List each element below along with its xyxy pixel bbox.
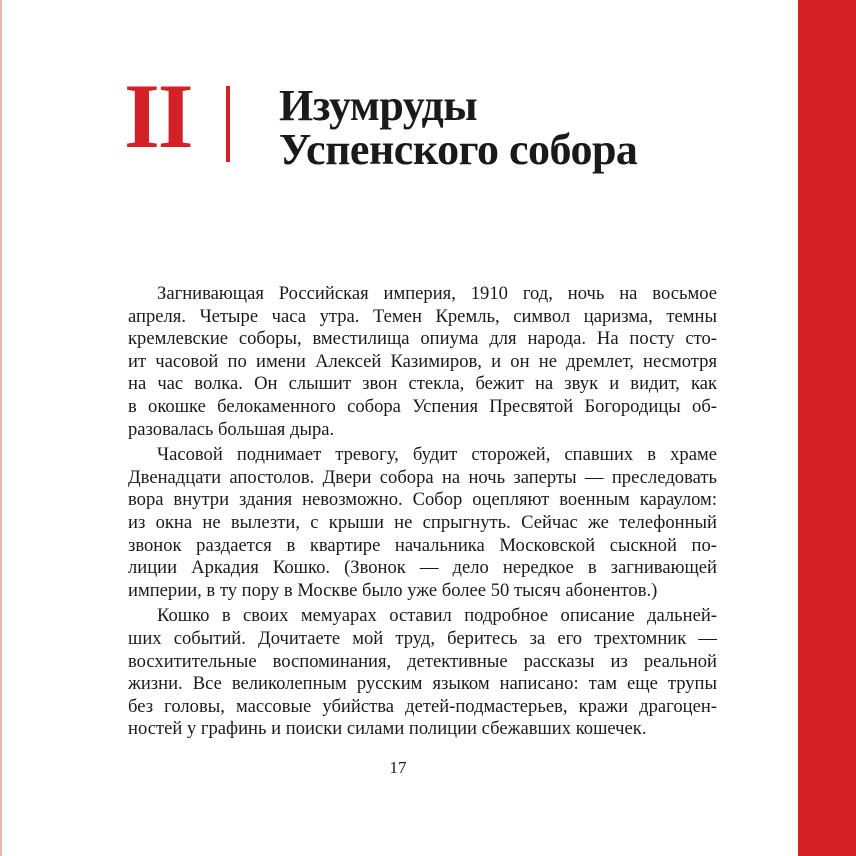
paragraph (128, 283, 717, 441)
paragraph (128, 444, 717, 602)
text-line: империи, в ту пору в Москве было уже более 50 тысяч абонентов.) (128, 579, 658, 601)
text-line: восхитительные воспоминания, детективные рассказы из реальной (128, 650, 717, 672)
text-line: ностей у графинь и поиски силами полиции сбежавших кошечек. (128, 718, 647, 740)
text-line: вора внутри здания невозможно. Собор оцепляют военным караулом: (128, 489, 717, 511)
chapter-number: II (124, 65, 192, 167)
body-text (128, 283, 717, 744)
page-number: 17 (389, 758, 407, 777)
chapter-title-line-2: Успенского собора (279, 125, 638, 174)
text-line: жизни. Все великолепным русским языком написано: там еще трупы (128, 673, 717, 695)
text-line: в окошке белокаменного собора Успения Пресвятой Богородицы об- (128, 395, 717, 417)
paragraph (128, 605, 717, 741)
chapter-title-line-1: Изумруды (279, 81, 478, 130)
text-line: ит часовой по имени Алексей Казимиров, и он не дремлет, несмотря (128, 350, 717, 372)
text-line: Загнивающая Российская империя, 1910 год, ночь на восьмое (157, 283, 717, 304)
text-line: на час волка. Он слышит звон стекла, бежит на звук и видит, как (128, 373, 717, 395)
text-line: Кошко в своих мемуарах оставил подробное описание дальней- (157, 605, 717, 627)
red-side-band (798, 0, 856, 856)
chapter-title (279, 81, 638, 174)
text-line: Часовой поднимает тревогу, будит сторожей, спавших в храме (157, 444, 717, 466)
text-line: апреля. Четыре часа утра. Темен Кремль, символ царизма, темны (128, 305, 717, 327)
page-left-edge (0, 0, 2, 856)
chapter-divider (226, 86, 230, 162)
text-line: разовалась большая дыра. (128, 418, 335, 440)
text-line: лиции Аркадия Кошко. (Звонок — дело нередкое в загнивающей (128, 557, 717, 579)
text-line: ших событий. Дочитаете мой труд, беритесь за его трехтомник — (128, 627, 717, 649)
text-line: звонок раздается в квартире начальника Московской сыскной по- (128, 534, 717, 556)
text-line: из окна не вылезти, с крыши не спрыгнуть. Сейчас же телефонный (128, 511, 717, 533)
text-line: кремлевские соборы, вместилища опиума для народа. На посту сто- (128, 328, 717, 350)
text-line: без головы, массовые убийства детей-подмастерьев, кражи драгоцен- (128, 695, 717, 717)
text-line: Двенадцати апостолов. Двери собора на ночь заперты — преследовать (128, 466, 717, 488)
